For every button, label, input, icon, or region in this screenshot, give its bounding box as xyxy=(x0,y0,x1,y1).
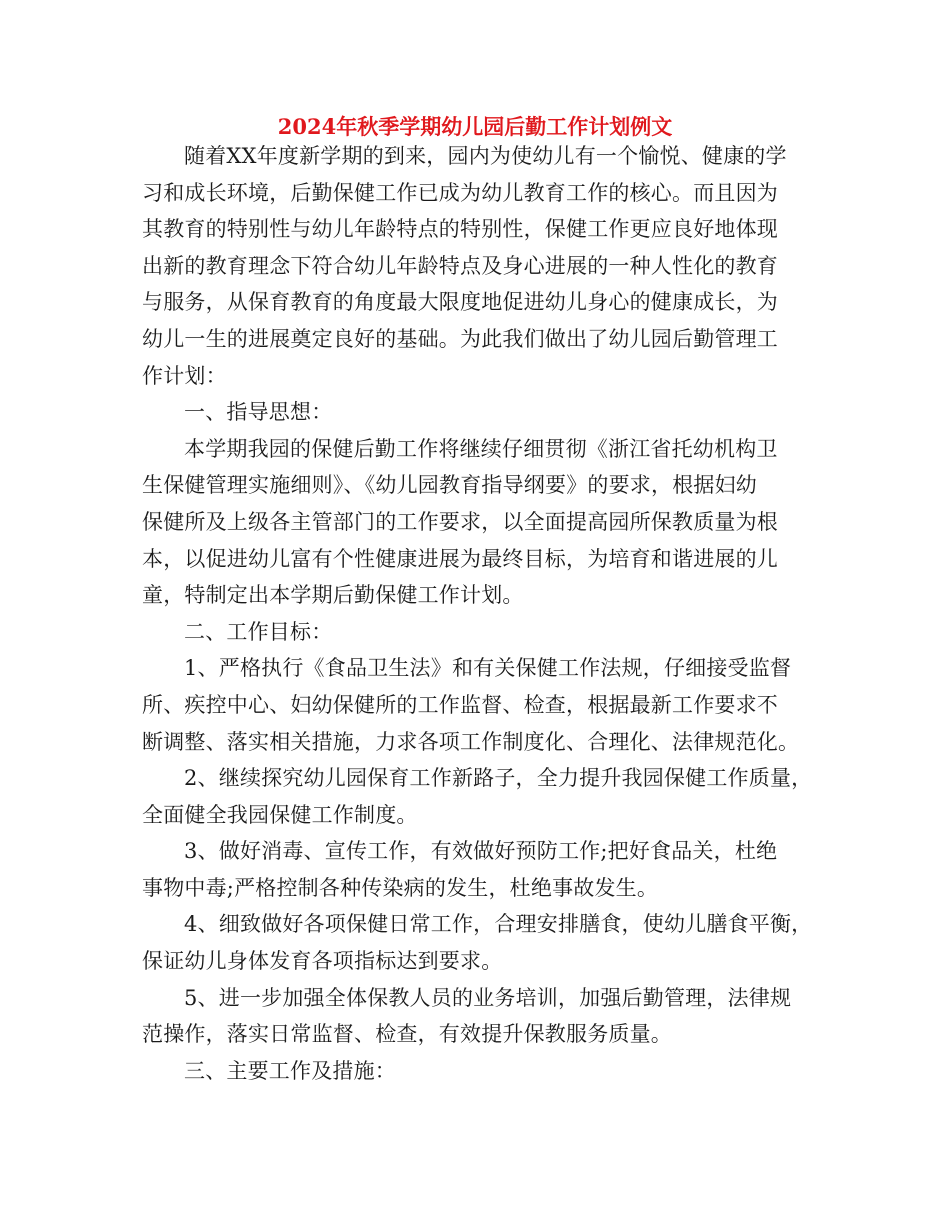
text-line: 其教育的特别性与幼儿年龄特点的特别性，保健工作更应良好地体现 xyxy=(142,217,778,242)
text-line: 1、严格执行《食品卫生法》和有关保健工作法规，仔细接受监督 xyxy=(184,656,792,681)
text-line: 5、进一步加强全体保教人员的业务培训，加强后勤管理，法律规 xyxy=(184,985,792,1010)
text-line: 与服务，从保育教育的角度最大限度地促进幼儿身心的健康成长，为 xyxy=(142,290,778,315)
text-line: 本学期我园的保健后勤工作将继续仔细贯彻《浙江省托幼机构卫 xyxy=(184,436,778,461)
document-title: 2024年秋季学期幼儿园后勤工作计划例文 xyxy=(277,114,673,139)
text-line: 出新的教育理念下符合幼儿年龄特点及身心进展的一种人性化的教育 xyxy=(142,253,778,278)
text-line: 保健所及上级各主管部门的工作要求，以全面提高园所保教质量为根 xyxy=(142,509,778,534)
text-line: 本，以促进幼儿富有个性健康进展为最终目标，为培育和谐进展的儿 xyxy=(142,546,778,571)
text-line: 童，特制定出本学期后勤保健工作计划。 xyxy=(142,583,524,608)
text-line: 习和成长环境，后勤保健工作已成为幼儿教育工作的核心。而且因为 xyxy=(142,180,778,205)
text-line: 保证幼儿身体发育各项指标达到要求。 xyxy=(142,949,503,974)
text-line: 一、指导思想： xyxy=(184,400,333,425)
text-line: 断调整、落实相关措施，力求各项工作制度化、合理化、法律规范化。 xyxy=(142,729,800,754)
text-line: 所、疾控中心、妇幼保健所的工作监督、检查，根据最新工作要求不 xyxy=(142,692,778,717)
text-line: 范操作，落实日常监督、检查，有效提升保教服务质量。 xyxy=(142,1022,672,1047)
text-line: 生保健管理实施细则》、《幼儿园教育指导纲要》的要求，根据妇幼 xyxy=(142,473,757,498)
text-line: 随着XX年度新学期的到来，园内为使幼儿有一个愉悦、健康的学 xyxy=(184,144,787,168)
text-line: 全面健全我园保健工作制度。 xyxy=(142,802,418,827)
text-line: 二、工作目标： xyxy=(184,619,333,644)
text-line: 3、做好消毒、宣传工作，有效做好预防工作;把好食品关，杜绝 xyxy=(184,839,778,864)
text-line: 事物中毒;严格控制各种传染病的发生，杜绝事故发生。 xyxy=(142,875,659,900)
text-line: 4、细致做好各项保健日常工作，合理安排膳食，使幼儿膳食平衡， xyxy=(184,912,813,937)
text-line: 2、继续探究幼儿园保育工作新路子，全力提升我园保健工作质量， xyxy=(184,766,813,791)
document-body xyxy=(142,138,812,1089)
text-line: 幼儿一生的进展奠定良好的基础。为此我们做出了幼儿园后勤管理工 xyxy=(142,326,778,351)
text-line: 三、主要工作及措施： xyxy=(184,1058,396,1083)
text-line: 作计划： xyxy=(142,363,227,388)
